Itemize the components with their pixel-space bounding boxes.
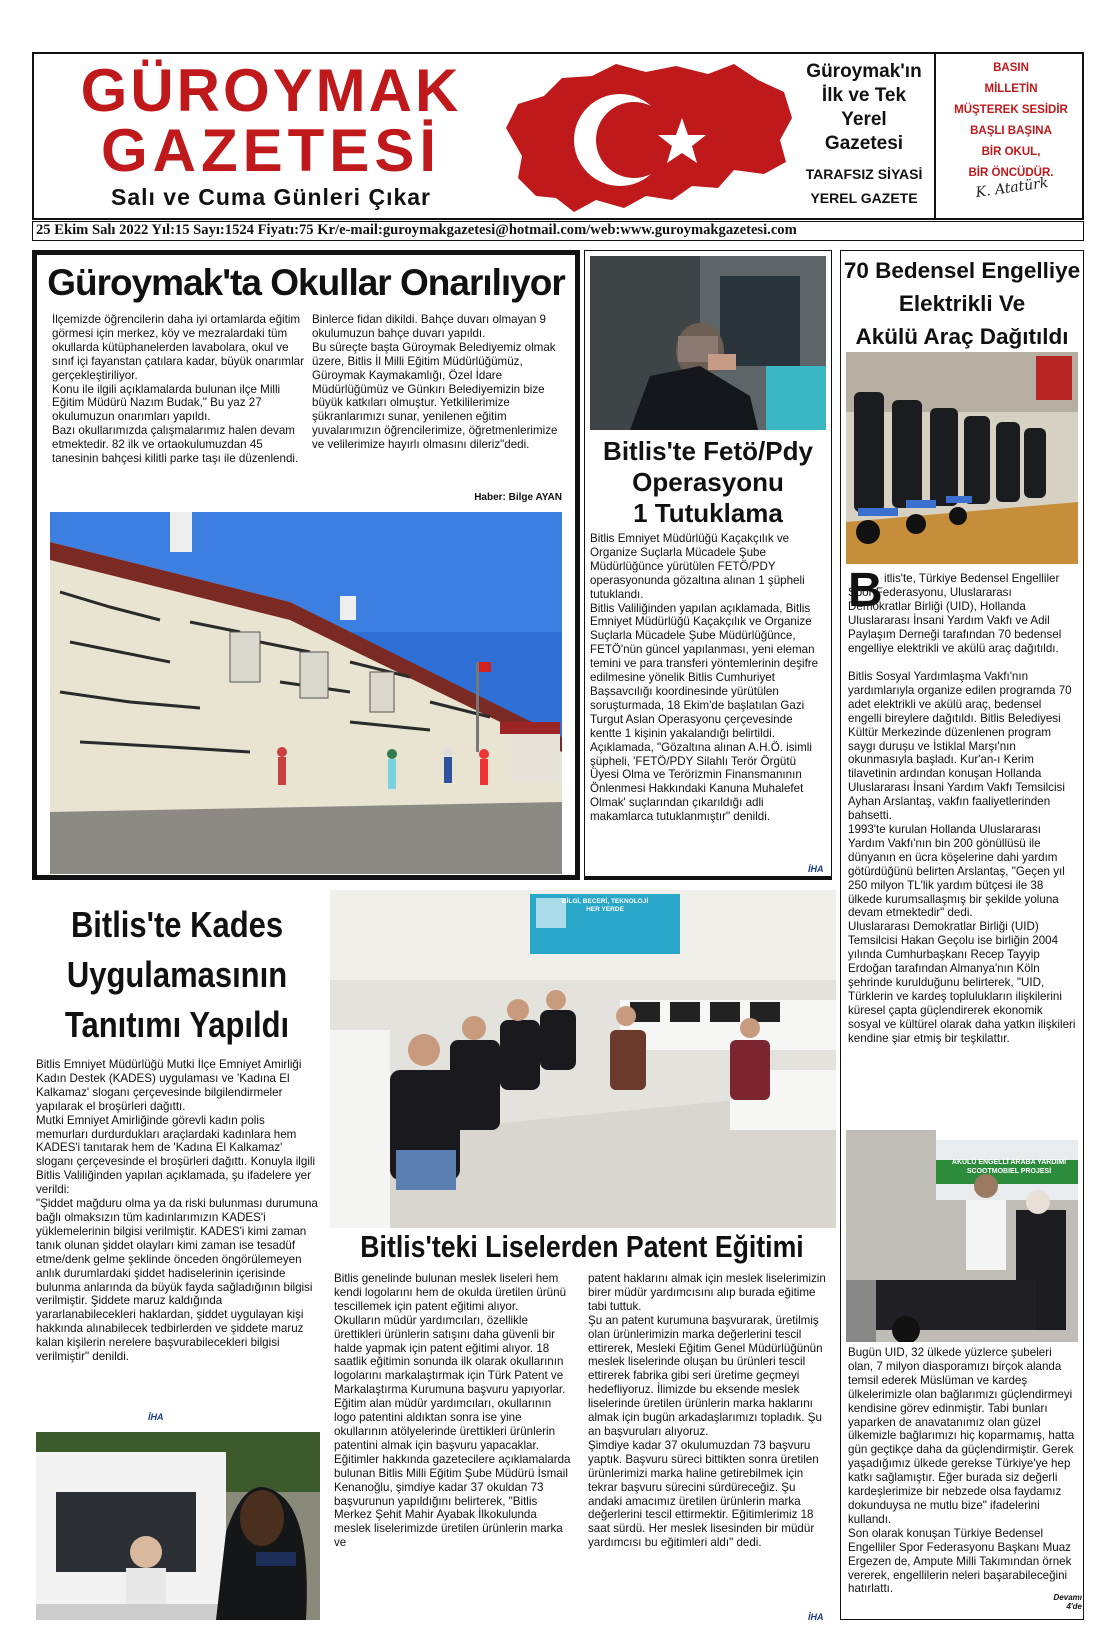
feto-body: Bitlis Emniyet Müdürlüğü Kaçakçılık ve Organize Suçlarla Mücadele Şube Müdürlüğünce yürütülen FETÖ/PDY operasyonunda gözaltına alınan 1 şüpheli tutuklandı. Bitlis Valiliğinden yapılan açıklamada, Bitlis Emniyet Müdürlüğü Kaçakçılık ve Organize Suçlarla Mücadele Şube Müdürlüğünce, FETÖ'nün güncel yapılanması, yeni eleman temini ve para transferi yöntemlerinin deşifre edilmesine yönelik Bitlis Cumhuriyet Başsavcılığı koordinesinde yürütülen soruşturmada, 18 Ekim'de başlatılan Gazi Turgut Aslan Operasyonu çerçevesinde kentte 1 kişinin yakalandığı belirtildi. Açıklamada, "Gözaltına alınan A.H.Ö. isimli şüpheli, 'FETÖ/PDY Silahlı Terör Örgütü Üyesi Olma ve Terörizmin Finansmanının Önlenmesi Hakkındaki Kanuna Muhalefet Olmak' suçlarından çıkarıldığı adli makamlarca tutuklanmıştır" denildi. (590, 532, 819, 824)
okullar-headline: Güroymak'ta Okullar Onarılıyor (47, 262, 565, 303)
patent-col1: Bitlis genelinde bulunan meslek liseleri hem kendi logolarını hem de okulda üretilen ürünü tescillemek için patent eğitimi alıyor. Okulların müdür yardımcıları, özellikle ürettikleri ürünlerin satışını daha güvenli bir halde yapmak için patent eğitimi alıyor. 18 saatlik eğitimin sonunda ilk olarak okullarının logolarını markalaştırmak için Türk Patent ve Markalaştırma Kurumuna başvuru yapıyorlar. Eğitim alan müdür yardımcıları, okullarının logo patentini aldıktan sonra ise yine okullarının atölyelerinde ürettikleri ürünlerin patentini almak için başvuru yapacaklar. Eğitimler hakkında gazetecilere açıklamalarda bulunan Bitlis Milli Eğitim Şube Müdürü İsmail Kenanoğlu, şimdiye kadar 37 okuldan 73 başvurunun yapıldığını belirterek, "Bitlis Merkez Şehit Mahir Ayabak İlkokulunda meslek liselerimizde üretilen ürünlerin marka ve (334, 1272, 571, 1550)
masthead (32, 52, 1084, 220)
patent-headline (318, 1226, 846, 1268)
patent-headline-text: Bitlis'teki Liselerden Patent Eğitimi (360, 1229, 804, 1264)
wheelchairs-photo (846, 352, 1078, 564)
masthead-schedule: Salı ve Cuma Günleri Çıkar (110, 184, 431, 210)
kades-body: Bitlis Emniyet Müdürlüğü Mutki İlçe Emniyet Amirliği Kadın Destek (KADES) uygulaması ve 'Kadına El Kalkamaz' sloganı çerçevesinde bilgilendirmeler yapılarak el broşürleri dağıttı. Mutki Emniyet Amirliğinde görevli kadın polis memurları durdurdukları araçlardaki kadınlara hem KADES'i tanıtarak hem de 'Kadına El Kalkamaz' sloganı çerçevesinde el broşürleri dağıttı. Konuyla ilgili Bitlis Valiliğinden yapılan açıklamada, şu ifadelere yer verildi: "Şiddet mağduru olma ya da riski bulunması durumuna bağlı olmaksızın tüm kadınlarımızın KADES'i yüklemelerinin bilgisi verilmiştir. KADES'i kimi zaman tanık olunan şiddet olayları kimi zaman ise tesadüf etme/denk gelme şeklinde önceden öngörülemeyen anlık durumlardaki şiddet hadiselerinin içerisinde bulunma anlarında da büyük fayda sağladığının bilgisi verilmiştir. Şiddete maruz kaldığında yararlanabilecekleri haklardan, şiddet uygulayan kişi hakkında alınabilecek tedbirlerden ve şiddete maruz kalan kişilerin nerelere başvurabilecekleri bilgisi verilmiştir" denildi. (36, 1058, 318, 1364)
police-car-photo (36, 1432, 320, 1620)
feto-headline: Bitlis'te Fetö/Pdy Operasyonu 1 Tutuklama (603, 436, 813, 528)
masthead-subtagline: TARAFSIZ SİYASİ YEREL GAZETE (805, 166, 923, 206)
engelli-headline: 70 Bedensel Engelliye Elektrikli Ve Akülü Araç Dağıtıldı (843, 258, 1081, 349)
okullar-byline: Haber: Bilge AYAN (474, 492, 562, 503)
atm-suspect-photo (590, 256, 826, 430)
engelli-continued[interactable]: Devamı 4'de (1053, 1593, 1082, 1611)
ataturk-quote: BASIN MİLLETİN MÜŞTEREK SESİDİR BAŞLI BAŞINA BİR OKUL, BİR ÖNCÜDÜR. (954, 62, 1068, 179)
engelli-dropcap: B (848, 564, 883, 617)
kades-headline (32, 900, 322, 1050)
feto-source: İHA (808, 864, 824, 874)
patent-training-photo (330, 890, 836, 1228)
engelli-body1: Bitlis Sosyal Yardımlaşma Vakfı'nın yardımlarıyla organize edilen programda 70 adet elektrikli ve akülü araç, bedensel engelli bireylere dağıtıldı. Bitlis Belediyesi Kültür Merkezinde düzenlenen program saygı duruşu ve İstiklal Marşı'nın okunmasıyla başladı. Kur'an-ı Kerim tilavetinin ardından konuşan Hollanda Uluslararası İnsani Yardım Vakfı Temsilcisi Ayhan Arslantaş, vakfın faaliyetlerinden bahsetti. 1993'te kurulan Hollanda Uluslararası Yardım Vakfı'nın bin 200 gönüllüsü ile dünyanın en ücra köşelerine dahi yardım götürdüğünü belirten Arslantaş, "Geçen yıl 250 milyon TL'lik yardım bütçesi ile 38 ülkede kurumsallaşmış bir şekilde yoluna devam etmektedir" dedi. Uluslararası Demokratlar Birliği (UID) Temsilcisi Hakan Geçolu ise birliğin 2004 yılında Cumhurbaşkanı Recep Tayyip Erdoğan tarafından Almanya'nın Köln şehrinde kurulduğunu belirterek, "UID, Türklerin ve kardeş toplulukların ilişkilerini küresel çapta güçlendirerek ekonomik sosyal ve kültürel olarak daha yatkın ilişkileri kendine şiar etmiş bir teşkilattır. (848, 670, 1076, 1045)
dateline (32, 221, 1084, 241)
ataturk-signature: K. Atatürk (974, 174, 1050, 202)
masthead-tagline: Güroymak'ın İlk ve Tek Yerel Gazetesi (806, 61, 922, 154)
quote-box (934, 52, 1086, 220)
masthead-title-line1: GÜROYMAK (80, 57, 462, 124)
okullar-col1: İlçemizde öğrencilerin daha iyi ortamlarda eğitim görmesi için merkez, köy ve mezralardaki tüm okullarda kütüphanelerden lavabolara, okul ve sınıf içi fayanstan çatılara kadar, büyük onarımlar gerçekleştiriliyor. Konu ile ilgili açıklamalarda bulunan ilçe Milli Eğitim Müdürü Nazım Budak," Bu yaz 27 okulumuzun onarımları yapıldı. Bazı okullarımızda çalışmalarımız halen devam etmektedir. 82 ilk ve ortaokulumuzdan 45 tanesinin bahçesi kilitli parke taşı ile düzenlendi. (52, 313, 304, 466)
okullar-col2: Binlerce fidan dikildi. Bahçe duvarı olmayan 9 okulumuzun bahçe duvarı yapıldı. Bu süreçte başta Güroymak Belediyemiz olmak üzere, Bitlis İl Milli Eğitim Müdürlüğümüz, Güroymak Kaymakamlığı, Özel İdare Müdürlüğümüz ve Günkırı Belediyemizin bize büyük katkıları olmuştur. Yetkililerimize şükranlarımızı sunar, yenilenen eğitim yuvalarımızın öğrencilerimize, öğretmenlerimize ve velilerimize hayırlı olmasını dileriz"dedi. (312, 313, 558, 452)
engelli-body2: Bugün UID, 32 ülkede yüzlerce şubeleri olan, 7 milyon diasporamızı birçok alanda temsil ederek Müslüman ve kardeş ülkelerimizle olan bağlarımızı güçlendirmeyi kendisine görev edinmiştir. Tabi bunları yaparken de anavatanımız olan güzel ülkemizle bağlarımızı hiç koparmamış, hatta gün geçtikçe daha da güçlendirmiştir. Gerek yaşadığımız ülkede gerekse Türkiye'ye hep katkı sağlamıştır. Eğer burada siz değerli kardeşlerimize bir nebzede olsa faydamız dokunduysa ne mutlu bize" ifadelerini kullandı. Son olarak konuşan Türkiye Bedensel Engelliler Spor Federasyonu Başkanı Muaz Ergezen de, Ampute Milli Takımından örnek vererek, engellilerin neleri başarabileceğini hatırlattı. (848, 1346, 1075, 1596)
patent-banner: BİLGİ, BECERİ, TEKNOLOJİ HER YERDE (561, 898, 649, 913)
patent-source: İHA (808, 1612, 824, 1622)
patent-col2: patent haklarını almak için meslek liselerimizin birer müdür yardımcısını alıp burada eğitime tabi tuttuk. Şu an patent kurumuna başvurarak, üretilmiş olan ürünlerimizin marka değerlerini tescil ettirerek, Mesleki Eğitim Genel Müdürlüğünün meslek liselerinde oluşan bu ürünleri tescil ettirerek fabrika gibi seri üretime geçmeyi hedefliyoruz. İlimizde bu eksende meslek liselerinde üretilen ürünlerin marka haklarını almak için bugün arkadaşlarımızı topladık. Şu an başvuruları alıyoruz. Şimdiye kadar 37 okulumuzdan 73 başvuru yaptık. Başvuru süreci bittikten sonra üretilen ürünlerimizi marka haline getirebilmek için tekrar başvuru sürecini sürdüreceğiz. Şu andaki amacımız üretilen ürünlerin marka değerlerini tescil ettirmektir. Eğitimlerimiz 18 saat sürdü. Her meslek lisesinden bir müdür yardımcısı bu eğitimleri aldı" dedi. (588, 1272, 826, 1550)
ceremony-banner: AKÜLÜ ENGELLİ ARABA YARDIMI SCOOTMOBIEL PROJESİ (951, 1159, 1067, 1175)
dateline-text: 25 Ekim Salı 2022 Yıl:15 Sayı:1524 Fiyatı:75 Kr/e-mail:guroymakgazetesi@hotmail.com/web:www.guroymakgazetesi.com (36, 222, 797, 238)
school-building-photo (50, 512, 562, 874)
kades-source: İHA (148, 1412, 164, 1422)
turkey-flag-map-icon (496, 58, 796, 216)
engelli-lead: itlis'te, Türkiye Bedensel Engelliler Spor Federasyonu, Uluslararası Demokratlar Birliği (UID), Hollanda Uluslararası İnsani Yardım Vakfı ve Adil Paylaşım Derneği tarafından 70 bedensel engelliye elektrikli ve akülü araç dağıtıldı. (848, 572, 1062, 655)
masthead-title-line2: GAZETESİ (100, 117, 442, 184)
kades-headline-text: Bitlis'te Kades Uygulamasının Tanıtımı Yapıldı (64, 904, 290, 1045)
